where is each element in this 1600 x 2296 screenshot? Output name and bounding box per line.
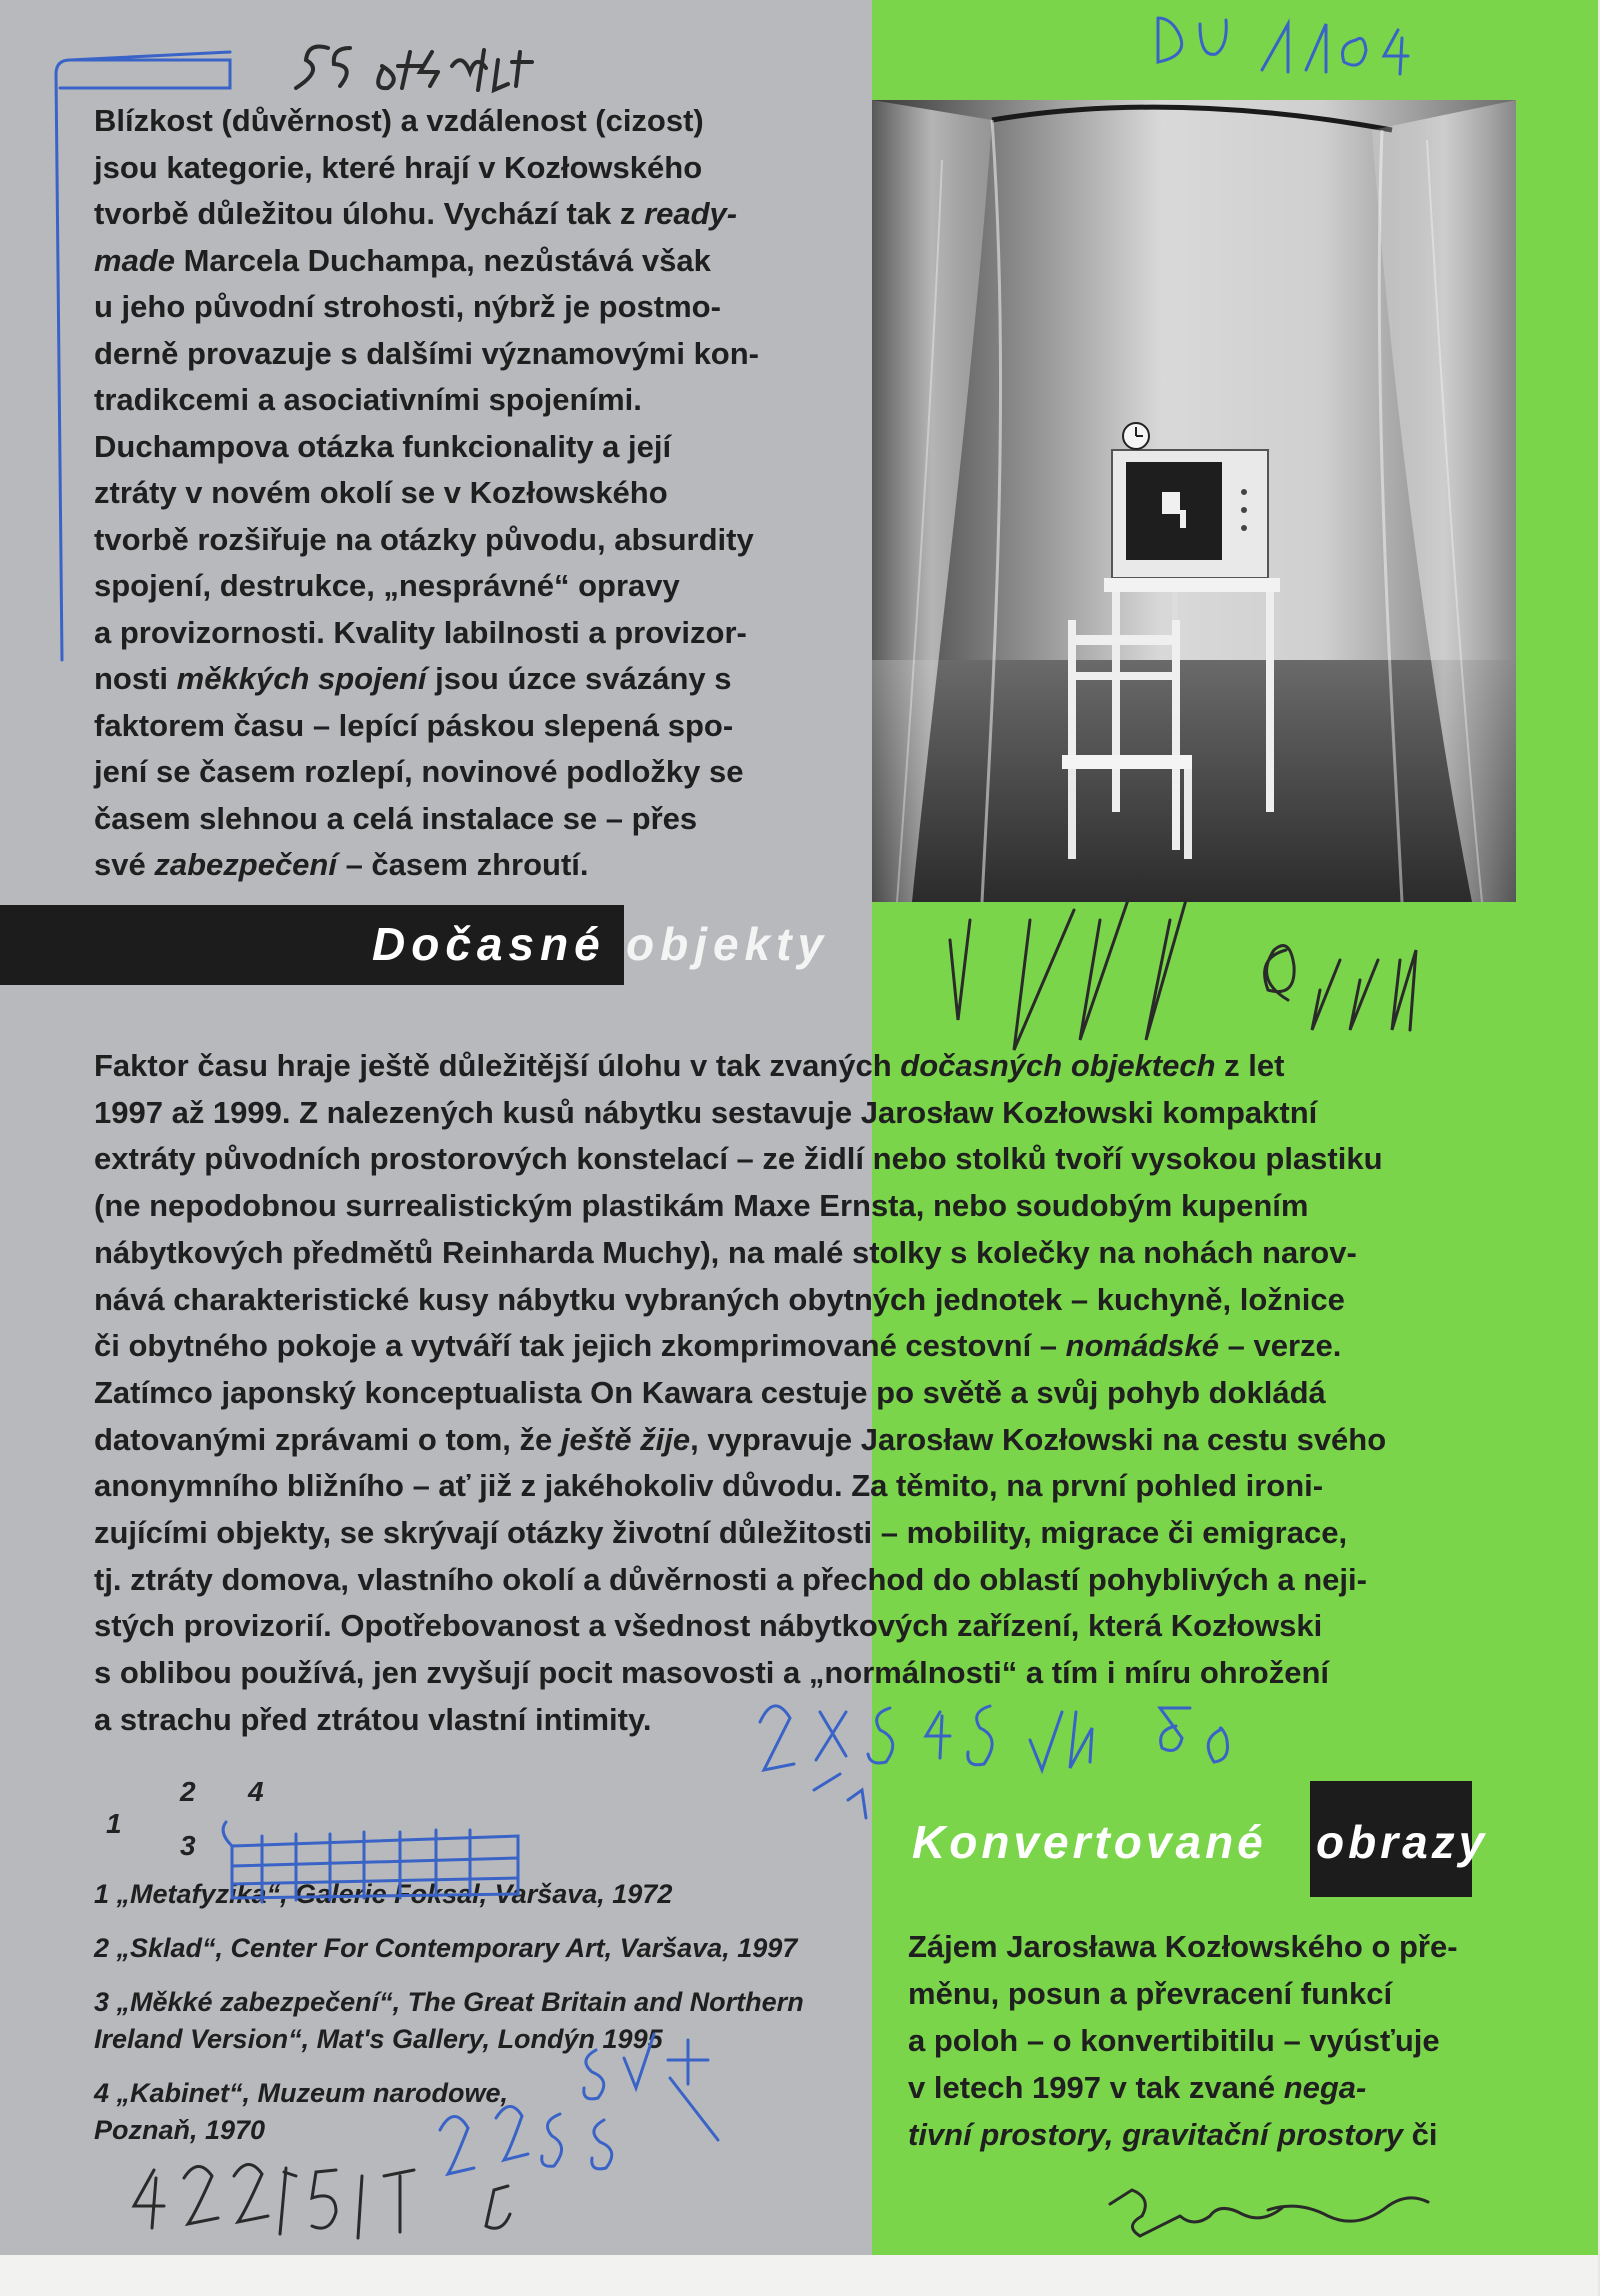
- legend-number: 2: [180, 1776, 196, 1807]
- heading-word-1: Dočasné: [372, 918, 606, 970]
- caption-item: 4 „Kabinet“, Muzeum narodowe,: [94, 2078, 509, 2108]
- intro-line: a provizornosti. Kvality labilnosti a provizor-: [94, 614, 747, 650]
- body-line: (ne nepodobnou surrealistickým plastikám Maxe Ernsta, nebo soudobým kupením: [94, 1188, 1309, 1224]
- page-bottom-margin: [0, 2255, 1600, 2296]
- legend-number: 4: [248, 1776, 264, 1807]
- right-line: měnu, posun a převracení funkcí: [908, 1976, 1393, 2011]
- right-line: v letech 1997 v tak zvané nega-: [908, 2070, 1367, 2105]
- intro-line: tradikcemi a asociativními spojeními.: [94, 382, 642, 417]
- chair-back-right: [1172, 620, 1180, 850]
- body-line: datovanými zprávami o tom, že ještě žije, vypravuje Jarosław Kozłowski na cestu svého: [94, 1421, 1387, 1457]
- heading-word-1: Konvertované: [912, 1816, 1267, 1868]
- right-line: tivní prostory, gravitační prostory či: [908, 2117, 1438, 2152]
- heading-word-2: obrazy: [1316, 1816, 1489, 1868]
- installation-photo: [872, 100, 1516, 902]
- body-line: anonymního bližního – ať již z jakéhokoliv důvodu. Za těmito, na první pohled ironi-: [94, 1468, 1324, 1504]
- caption-item: Ireland Version“, Mat's Gallery, Londýn 1995: [94, 2024, 663, 2054]
- intro-line: nosti měkkých spojení jsou úzce svázány s: [94, 661, 732, 696]
- heading-word-2: objekty: [626, 918, 830, 970]
- body-line: Zatímco japonský konceptualista On Kawara cestuje po světě a svůj pohyb dokládá: [94, 1374, 1326, 1410]
- caption-item: 1 „Metafyzika“, Galerie Foksal, Varšava, 1972: [94, 1879, 673, 1909]
- intro-line: jení se časem rozlepí, novinové podložky se: [94, 754, 744, 789]
- body-line: stých provizorií. Opotřebovanost a všednost nábytkových zařízení, která Kozłowski: [94, 1608, 1323, 1644]
- intro-line: své zabezpečení – časem zhroutí.: [94, 847, 589, 882]
- intro-line: faktorem času – lepící páskou slepená spo-: [94, 707, 734, 743]
- section-heading-docasne-objekty: [0, 905, 872, 985]
- caption-item: 2 „Sklad“, Center For Contemporary Art, Varšava, 1997: [94, 1933, 798, 1963]
- intro-line: derně provazuje s dalšími významovými kon-: [94, 335, 760, 371]
- body-line: 1997 až 1999. Z nalezených kusů nábytku sestavuje Jarosław Kozłowski kompaktní: [94, 1094, 1318, 1130]
- intro-line: spojení, destrukce, „nesprávné“ opravy: [94, 568, 680, 603]
- intro-line: u jeho původní strohosti, nýbrž je postmo-: [94, 289, 721, 324]
- body-line: nává charakteristické kusy nábytku vybraných obytných jednotek – kuchyně, ložnice: [94, 1281, 1345, 1317]
- body-line: nábytkových předmětů Reinharda Muchy), na malé stolky s kolečky na nohách narov-: [94, 1234, 1357, 1270]
- body-line: extráty původních prostorových konstelací – ze židlí nebo stolků tvoří vysokou plastiku: [94, 1141, 1383, 1177]
- photo-floor: [872, 660, 1516, 902]
- body-paragraph: [94, 1043, 1510, 1744]
- intro-line: časem slehnou a celá instalace se – přes: [94, 800, 698, 836]
- body-line: tj. ztráty domova, vlastního okolí a důvěrnosti a přechod do oblastí pohyblivých a neji-: [94, 1561, 1367, 1597]
- right-line: a poloh – o konvertibitilu – vyúsťuje: [908, 2023, 1440, 2058]
- intro-line: tvorbě důležitou úlohu. Vychází tak z ready-: [94, 196, 738, 231]
- right-column-paragraph: [908, 1923, 1508, 2158]
- body-line: zujícími objekty, se skrývají otázky životní důležitosti – mobility, migrace či emigrace,: [94, 1515, 1348, 1551]
- right-line: Zájem Jarosława Kozłowského o pře-: [908, 1929, 1458, 1964]
- intro-line: ztráty v novém okolí se v Kozłowského: [94, 475, 668, 510]
- intro-line: jsou kategorie, které hrají v Kozłowského: [94, 149, 703, 185]
- body-line: s oblibou používá, jen zvyšují pocit masovosti a „normálnosti“ a tím i míru ohrožení: [94, 1655, 1330, 1691]
- body-line: a strachu před ztrátou vlastní intimity.: [94, 1701, 652, 1737]
- legend-number: 1: [106, 1808, 122, 1839]
- table-top: [1104, 578, 1280, 592]
- intro-line: tvorbě rozšiřuje na otázky původu, absurdity: [94, 521, 754, 557]
- intro-line: Blízkost (důvěrnost) a vzdálenost (cizost): [94, 103, 704, 138]
- intro-line: Duchampova otázka funkcionality a její: [94, 428, 672, 464]
- intro-paragraph: [94, 98, 834, 889]
- body-line: či obytného pokoje a vytváří tak jejich zkomprimované cestovní – nomádské – verze.: [94, 1328, 1342, 1364]
- section-heading-konvertovane-obrazy: [872, 1781, 1600, 1897]
- chair-seat: [1062, 755, 1192, 769]
- caption-item: 3 „Měkké zabezpečení“, The Great Britain and Northern: [94, 1987, 804, 2017]
- legend-number: 3: [180, 1830, 196, 1861]
- body-line: Faktor času hraje ještě důležitější úlohu v tak zvaných dočasných objektech z let: [94, 1048, 1285, 1083]
- intro-line: made Marcela Duchampa, nezůstává však: [94, 242, 711, 278]
- caption-item: Poznaň, 1970: [94, 2115, 266, 2145]
